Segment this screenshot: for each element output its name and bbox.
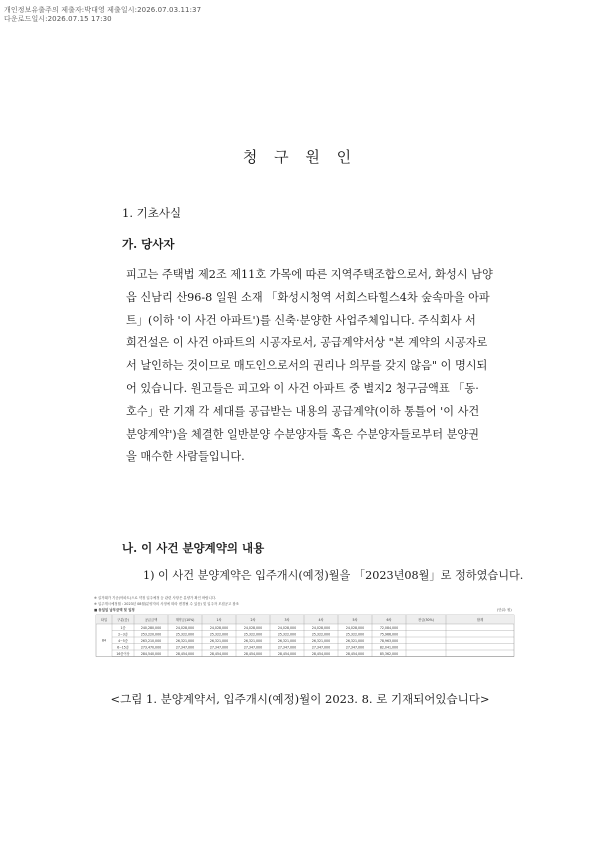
table-cell: 26,321,000 <box>243 638 263 643</box>
table-cell: 4~5층 <box>118 638 128 643</box>
subsection-heading-ga: 가. 당사자 <box>122 237 175 251</box>
table-cell: 25,322,000 <box>209 632 229 637</box>
table-cell: 26,321,000 <box>345 638 365 643</box>
table-cell: 24,028,000 <box>277 625 297 630</box>
paragraph-line: 을 매수한 사람들입니다. <box>126 450 245 464</box>
section-heading-1: 1. 기초사실 <box>122 206 182 220</box>
table-cell: 27,347,000 <box>345 645 365 650</box>
table-type-cell: 84 <box>101 638 107 643</box>
table-cell: 27,347,000 <box>311 645 331 650</box>
table-header-cell: 3차 <box>284 618 290 622</box>
payment-schedule-table <box>96 615 514 657</box>
download-header-line2: 다운로드일시:2026.07.15 17:30 <box>4 15 112 23</box>
table-cell: 85,362,000 <box>379 651 399 656</box>
table-cell: 28,454,000 <box>209 651 229 656</box>
paragraph-line: 피고는 주택법 제2조 제11호 가목에 따른 지역주택조합으로서, 화성시 남양 <box>126 268 493 281</box>
paragraph-line: 어 있습니다. 원고들은 피고와 이 사건 아파트 중 별지2 청구금액표 「동· <box>126 381 479 395</box>
table-cell: 25,322,000 <box>277 632 297 637</box>
table-cell: 75,966,000 <box>379 632 399 637</box>
table-cell: 240,280,000 <box>140 625 162 630</box>
table-cell: 25,322,000 <box>311 632 331 637</box>
table-cell: 1층 <box>120 625 126 630</box>
paragraph-line: 서 날인하는 것이므로 매도인으로서의 권리나 의무를 갖지 않음" 이 명시되 <box>126 359 488 373</box>
figure-note-2: ※ 입주개시예정월 : 2023년 08월(분양자의 사정에 따라 변경될 수 있음) 및 입주자 모집공고 참조 <box>94 602 239 606</box>
table-header-cell: 공급금액 <box>144 618 158 622</box>
table-cell: 24,028,000 <box>345 625 365 630</box>
table-header-cell: 계약금(10%) <box>175 618 195 622</box>
figure-note-1: ※ 실거래가 기준(아파트)으로 약정 입주예정 등 관련 사항은 분양가 확인 바랍니다. <box>94 596 217 600</box>
table-cell: 2~3층 <box>118 632 128 637</box>
table-cell: 24,028,000 <box>175 625 195 630</box>
table-cell: 27,347,000 <box>209 645 229 650</box>
table-cell: 27,347,000 <box>175 645 195 650</box>
table-cell: 16층이상 <box>116 651 130 656</box>
table-header-cell: 4차 <box>318 618 324 622</box>
table-header-cell: 5차 <box>352 618 358 622</box>
table-header-cell: 2차 <box>250 618 256 622</box>
table-cell: 24,028,000 <box>311 625 331 630</box>
table-header-cell: 타입 <box>100 618 108 622</box>
subsection-heading-na: 나. 이 사건 분양계약의 내용 <box>122 541 265 555</box>
figure-unit: (단위: 원) <box>497 608 512 612</box>
paragraph-line: 읍 신남리 산96-8 일원 소재 「화성시청역 서희스타힐스4차 숲속마을 아파 <box>126 290 490 304</box>
table-header-bg <box>96 615 514 624</box>
table-cell: 26,321,000 <box>277 638 297 643</box>
table-header-cell: 잔금(30%) <box>418 618 434 622</box>
table-cell: 27,347,000 <box>277 645 297 650</box>
table-cell: 28,454,000 <box>345 651 365 656</box>
table-cell: 6~15층 <box>117 645 129 650</box>
parties-paragraph <box>126 264 504 469</box>
paragraph-line: 분양계약')을 체결한 일반분양 수분양자들 혹은 수분양자들로부터 분양권 <box>126 427 479 441</box>
figure-section-label: ■ 동일일 납부금액 및 일정 <box>94 608 135 612</box>
table-header-cell: 6차 <box>386 618 392 622</box>
table-cell: 24,028,000 <box>243 625 263 630</box>
table-cell: 28,454,000 <box>277 651 297 656</box>
table-cell: 25,322,000 <box>345 632 365 637</box>
figure-caption: <그림 1. 분양계약서, 입주개시(예정)월이 2023. 8. 로 기재되어있습니다> <box>110 692 490 706</box>
table-cell: 27,347,000 <box>243 645 263 650</box>
table-cell: 24,028,000 <box>209 625 229 630</box>
table-cell: 28,454,000 <box>311 651 331 656</box>
table-cell: 26,321,000 <box>209 638 229 643</box>
table-cell: 263,210,000 <box>140 638 162 643</box>
table-cell: 25,322,000 <box>175 632 195 637</box>
paragraph-line: 트」(이하 '이 사건 아파트')를 신축·분양한 사업주체입니다. 주식회사 서 <box>126 313 476 327</box>
table-cell: 273,470,000 <box>140 645 162 650</box>
table-cell: 253,220,000 <box>140 632 162 637</box>
page-title: 청 구 원 인 <box>242 148 358 166</box>
table-header-cell: 합계 <box>476 618 484 622</box>
table-cell: 72,084,000 <box>379 625 399 630</box>
paragraph-line: 호수」란 기재 각 세대를 공급받는 내용의 공급계약(이하 통틀어 '이 사건 <box>126 404 480 418</box>
table-header-cell: 구분(층) <box>117 618 129 622</box>
paragraph-line: 희건설은 이 사건 아파트의 시공자로서, 공급계약서상 "본 계약의 시공자로 <box>126 336 488 350</box>
contract-item-1: 1) 이 사건 분양계약은 입주개시(예정)월을 「2023년08월」로 정하였습니다. <box>143 569 524 582</box>
table-cell: 28,454,000 <box>175 651 195 656</box>
table-cell: 26,321,000 <box>175 638 195 643</box>
table-cell: 26,321,000 <box>311 638 331 643</box>
table-cell: 82,041,000 <box>379 645 399 650</box>
table-header-cell: 1차 <box>216 618 222 622</box>
contract-excerpt-figure <box>92 592 518 676</box>
table-cell: 25,322,000 <box>243 632 263 637</box>
table-cell: 284,540,000 <box>140 651 162 656</box>
download-header-line1: 개인정보유출주의 제출자:박대영 제출일시:2026.07.03.11:37 <box>4 6 202 14</box>
table-cell: 78,963,000 <box>379 638 399 643</box>
table-cell: 28,454,000 <box>243 651 263 656</box>
